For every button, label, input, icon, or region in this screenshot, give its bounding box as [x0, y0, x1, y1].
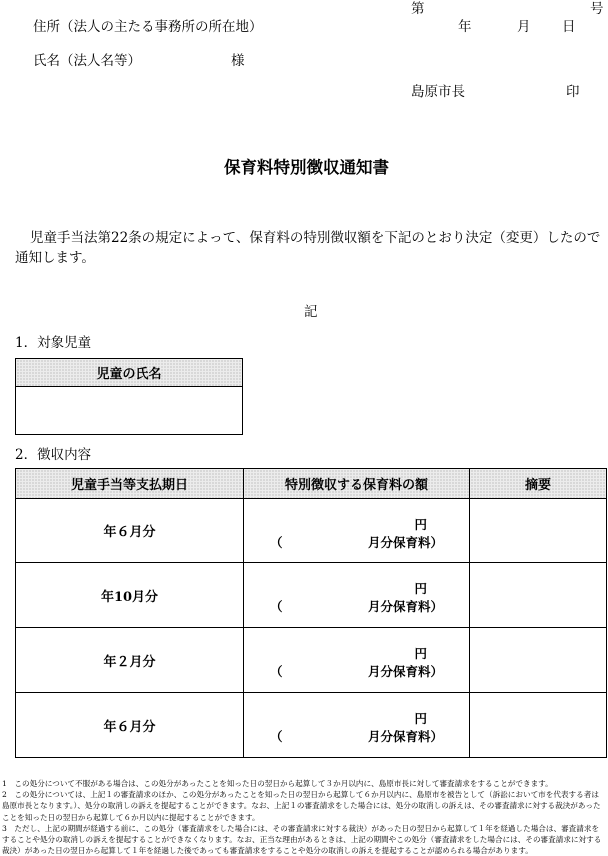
month-fee-label: 月分保育料） — [367, 729, 443, 744]
paren-open: （ — [270, 729, 283, 744]
section1-heading: 1．対象児童 — [15, 335, 92, 351]
table-row — [16, 563, 607, 628]
section2-heading: 2．徴収内容 — [15, 447, 92, 463]
payment-period: 年10月分 — [16, 563, 244, 628]
child-table — [15, 358, 243, 435]
yen-unit: 円 — [414, 711, 427, 726]
body-text: 児童手当法第22条の規定によって、保育料の特別徴収額を下記のとおり決定（変更）したので通知します。 — [15, 230, 601, 266]
remarks-cell — [470, 628, 607, 693]
remarks-cell — [470, 499, 607, 563]
payment-period: 年２月分 — [16, 628, 244, 693]
yen-unit: 円 — [414, 646, 427, 661]
child-name-header: 児童の氏名 — [16, 359, 243, 387]
paren-open: （ — [270, 535, 283, 550]
remarks-cell — [470, 693, 607, 758]
address-label: 住所（法人の主たる事務所の所在地） — [33, 19, 263, 35]
yen-unit: 円 — [414, 517, 427, 532]
amount-cell — [244, 499, 470, 563]
paren-open: （ — [270, 664, 283, 679]
payment-period: 年６月分 — [16, 693, 244, 758]
footnote-1: 1 この処分について不服がある場合は、この処分があったことを知った日の翌日から起算して３か月以内に、島原市長に対して審査請求をすることができます。 — [2, 779, 553, 788]
remarks-cell — [470, 563, 607, 628]
footnote-3: 3 ただし、上記の期間が経過する前に、この処分（審査請求をした場合には、その審査請求に対する裁決）があった日の翌日から起算して１年を経過した場合は、審査請求をすることや処分の取消しの訴えを提起することができなくなります。なお、正当な理由があるときは、上記の期間やこの処分（審査請求をした場合には、その審査請求に対する裁決）があった日の翌日から起算して１年を経過した後であっても審査請求をすることや処分の取消しの訴えを提起することが認められる場合があります。 — [2, 823, 602, 856]
footnote-2: 2 この処分については、上記１の審査請求のほか、この処分があったことを知った日の翌日から起算して６か月以内に、島原市を被告として（訴訟において市を代表する者は島原市長となります。）、処分の取消しの訴えを提起することができます。なお、上記１の審査請求をした場合には、処分の取消しの訴えは、その審査請求に対する裁決があったことを知った日の翌日から起算して６か月以内に提起することができます。 — [2, 790, 601, 822]
table-row — [16, 499, 607, 563]
footnotes — [2, 778, 606, 856]
col-amount: 特別徴収する保育料の額 — [244, 469, 470, 499]
month-fee-label: 月分保育料） — [367, 535, 443, 550]
day-label: 日 — [562, 19, 576, 35]
col-remarks: 摘要 — [470, 469, 607, 499]
yen-unit: 円 — [414, 581, 427, 596]
year-label: 年 — [458, 19, 472, 35]
honorific: 様 — [231, 53, 245, 69]
ki-label: 記 — [304, 304, 318, 320]
number-suffix: 号 — [590, 1, 604, 17]
collection-table — [15, 468, 607, 758]
child-name-cell — [16, 387, 243, 435]
seal-mark: 印 — [566, 84, 580, 100]
number-prefix: 第 — [411, 1, 425, 17]
issuer: 島原市長 — [411, 84, 465, 100]
table-row — [16, 628, 607, 693]
col-payment-date: 児童手当等支払期日 — [16, 469, 244, 499]
amount-cell — [244, 693, 470, 758]
amount-cell — [244, 628, 470, 693]
amount-cell — [244, 563, 470, 628]
table-row — [16, 693, 607, 758]
month-label: 月 — [517, 19, 531, 35]
month-fee-label: 月分保育料） — [367, 599, 443, 614]
page-title: 保育料特別徴収通知書 — [224, 158, 389, 177]
name-label: 氏名（法人名等） — [33, 53, 141, 69]
paren-open: （ — [270, 599, 283, 614]
month-fee-label: 月分保育料） — [367, 664, 443, 679]
payment-period: 年６月分 — [16, 499, 244, 563]
